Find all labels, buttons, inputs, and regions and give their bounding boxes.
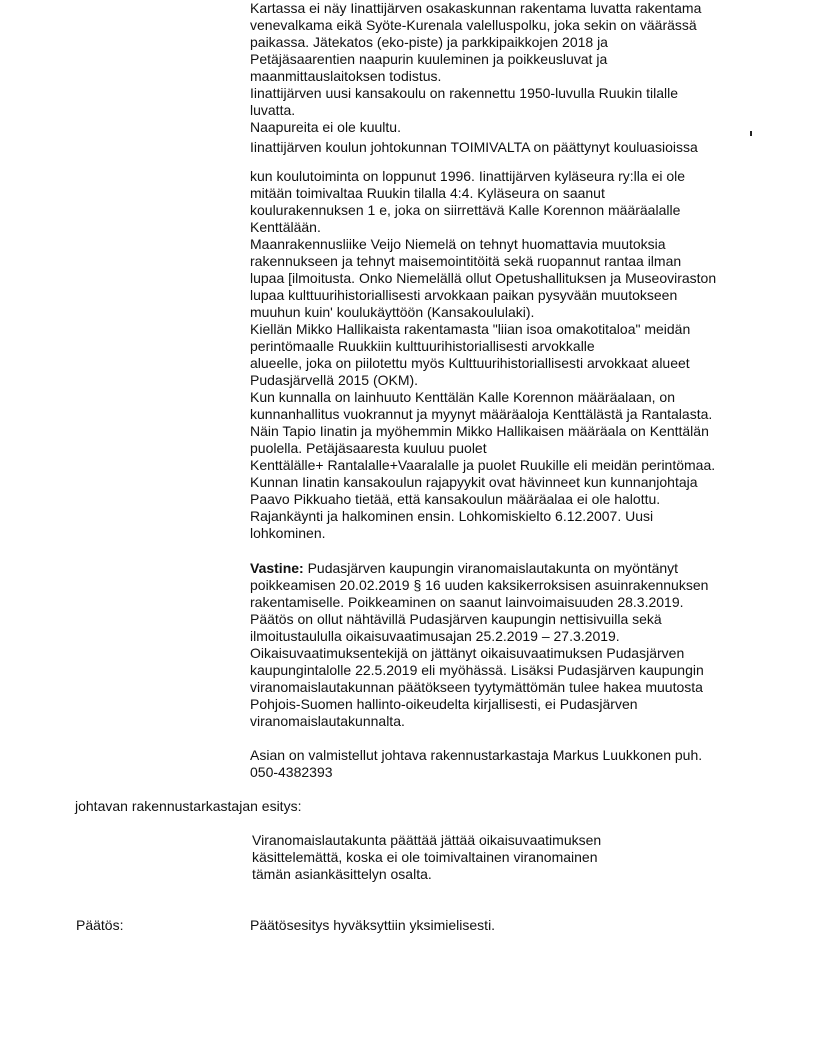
text-line: muuhun kuin' koulukäyttöön (Kansakoululaki). — [250, 304, 535, 320]
text-line: Kun kunnalla on lainhuuto Kenttälän Kalle Korennon määräalaan, on — [250, 389, 675, 405]
text-line: alueelle, joka on piilotettu myös Kulttuurihistoriallisesti arvokkaat alueet — [250, 355, 690, 371]
text-line: Kiellän Mikko Hallikaista rakentamasta "liian isoa omakotitaloa" meidän — [250, 321, 691, 337]
text-line: Iinattijärven uusi kansakoulu on rakennettu 1950-luvulla Ruukin tilalle — [250, 85, 679, 101]
text-line: Rajankäynti ja halkominen ensin. Lohkomiskielto 6.12.2007. Uusi — [250, 508, 654, 524]
text-line: Kenttälään. — [250, 219, 321, 235]
text-line: Maanrakennusliike Veijo Niemelä on tehnyt huomattavia muutoksia — [250, 236, 666, 252]
text-line: lohkominen. — [250, 525, 326, 541]
text-line: rakentamiselle. Poikkeaminen on saanut lainvoimaisuuden 28.3.2019. — [250, 594, 684, 610]
text-line: mitään toimivaltaa Ruukin tilalla 4:4. Kyläseura on saanut — [250, 185, 605, 201]
text-line: viranomaislautakunnan päätökseen tyytymättömän tulee hakea muutosta — [250, 679, 703, 695]
scan-mark — [750, 131, 752, 136]
text-line: lupaa [ilmoitusta. Onko Niemelällä ollut Opetushallituksen ja Museoviraston — [250, 270, 717, 286]
text-line: rakennukseen ja tehnyt maisemointitöitä sekä ruopannut rantaa ilman — [250, 253, 682, 269]
text-line: kun koulutoiminta on loppunut 1996. Iinattijärven kyläseura ry:lla ei ole — [250, 168, 686, 184]
text-line: Näin Tapio Iinatin ja myöhemmin Mikko Hallikaisen määräala on Kenttälän — [250, 423, 709, 439]
text-line: puolella. Petäjäsaaresta kuuluu puolet — [250, 440, 487, 456]
preparer-line: Asian on valmistellut johtava rakennustarkastaja Markus Luukkonen puh. — [250, 747, 703, 763]
proposal-heading: johtavan rakennustarkastajan esitys: — [75, 798, 302, 814]
proposal-line: käsittelemättä, koska ei ole toimivaltainen viranomainen — [252, 849, 598, 865]
text-line-toimivalta: Iinattijärven koulun johtokunnan TOIMIVALTA on päättynyt kouluasioissa — [250, 139, 698, 155]
text-line: viranomaislautakunnalta. — [250, 713, 405, 729]
text-line: luvatta. — [250, 102, 296, 118]
text-line: Kunnan Iinatin kansakoulun rajapyykit ovat hävinneet kun kunnanjohtaja — [250, 474, 698, 490]
decision-label: Päätös: — [76, 917, 124, 933]
text-line: paikassa. Jätekatos (eko-piste) ja parkkipaikkojen 2018 ja — [250, 34, 608, 50]
vastine-first-text: Pudasjärven kaupungin viranomaislautakunta on myöntänyt — [303, 560, 679, 576]
text-line: lupaa kulttuurihistoriallisesti arvokkaan paikan pysyvään muutokseen — [250, 287, 678, 303]
text-line: Pudasjärvellä 2015 (OKM). — [250, 372, 419, 388]
text-line: kunnanhallitus vuokrannut ja myynyt määräaloja Kenttälästä ja Rantalasta. — [250, 406, 713, 422]
proposal-line: tämän asiankäsittelyn osalta. — [252, 866, 432, 882]
vastine-first-line — [250, 560, 678, 577]
text-line: Petäjäsaarentien naapurin kuuleminen ja poikkeusluvat ja — [250, 51, 608, 67]
decision-text: Päätösesitys hyväksyttiin yksimielisesti. — [250, 917, 496, 933]
text-line: Pohjois-Suomen hallinto-oikeudelta kirjallisesti, ei Pudasjärven — [250, 696, 638, 712]
text-line: Kenttälälle+ Rantalalle+Vaaralalle ja puolet Ruukille eli meidän perintömaa. — [250, 457, 716, 473]
text-line: Paavo Pikkuaho tietää, että kansakoulun määräalaa ei ole halottu. — [250, 491, 661, 507]
text-line: Kartassa ei näy Iinattijärven osakaskunnan rakentama luvatta rakentama — [250, 0, 702, 16]
text-line: Oikaisuvaatimuksentekijä on jättänyt oikaisuvaatimuksen Pudasjärven — [250, 645, 685, 661]
text-line: poikkeamisen 20.02.2019 § 16 uuden kaksikerroksisen asuinrakennuksen — [250, 577, 709, 593]
vastine-label: Vastine: — [250, 560, 304, 576]
text-line: perintömaalle Ruukkiin kulttuurihistoriallisesti arvokkalle — [250, 338, 595, 354]
proposal-line: Viranomaislautakunta päättää jättää oikaisuvaatimuksen — [252, 832, 602, 848]
text-line: Naapureita ei ole kuultu. — [250, 119, 401, 135]
preparer-phone: 050-4382393 — [250, 764, 333, 780]
text-line: kaupungintalolle 22.5.2019 eli myöhässä. Lisäksi Pudasjärven kaupungin — [250, 662, 704, 678]
text-line: venevalkama eikä Syöte-Kurenala valelluspolku, joka sekin on väärässä — [250, 17, 697, 33]
text-line: maanmittauslaitoksen todistus. — [250, 68, 442, 84]
text-line: ilmoitustaululla oikaisuvaatimusajan 25.2.2019 – 27.3.2019. — [250, 628, 620, 644]
text-line: Päätös on ollut nähtävillä Pudasjärven kaupungin nettisivuilla sekä — [250, 611, 662, 627]
text-line: koulurakennuksen 1 e, joka on siirrettävä Kalle Korennon määräalalle — [250, 202, 681, 218]
